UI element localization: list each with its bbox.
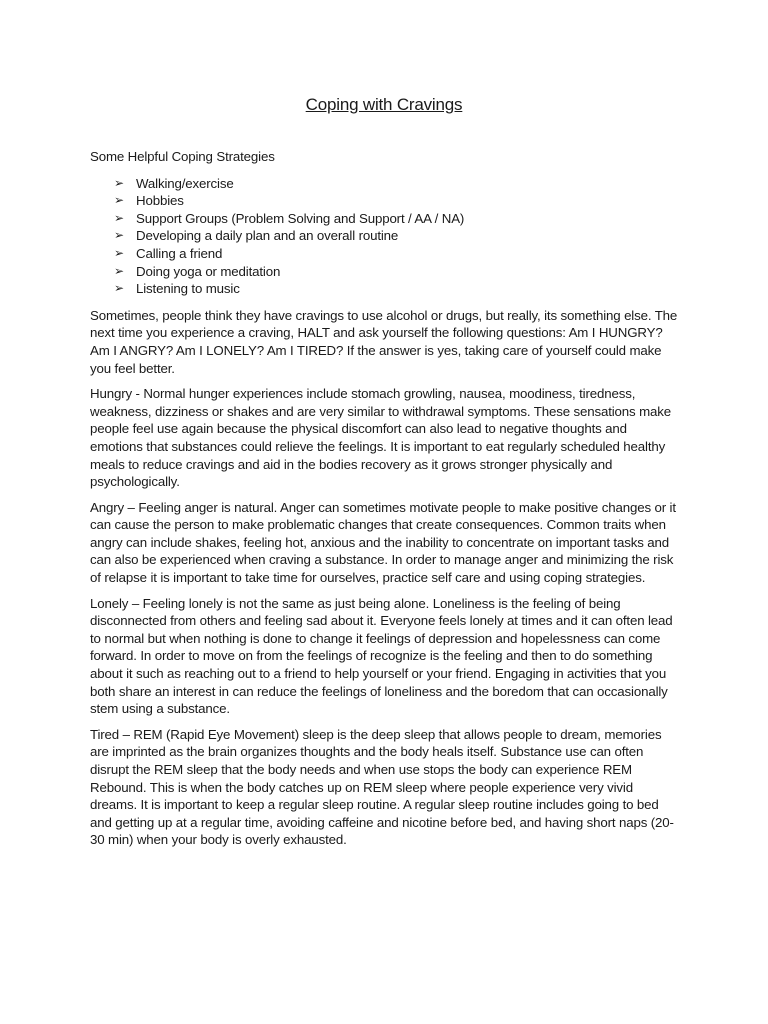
arrowhead-bullet-icon: ➢ — [114, 228, 124, 243]
strategies-list — [90, 175, 682, 298]
list-item: ➢ Walking/exercise — [114, 175, 234, 191]
arrowhead-bullet-icon: ➢ — [114, 245, 124, 260]
halt-paragraph: Sometimes, people think they have cravings to use alcohol or drugs, but really, its something else. The next time you experience a craving, HALT and ask yourself the following questions: Am I HUNGRY? Am I ANGRY? Am I LONELY? Am I TIRED? If the answer is yes, taking care of yourself could make you feel better. — [90, 307, 678, 376]
arrowhead-bullet-icon: ➢ — [114, 175, 124, 190]
arrowhead-bullet-icon: ➢ — [114, 210, 124, 225]
list-item: ➢ Listening to music — [114, 281, 240, 297]
lonely-paragraph: Lonely – Feeling lonely is not the same as just being alone. Loneliness is the feeling of being disconnected from others and feeling sad about it. Everyone feels lonely at times and it can often lead to normal but when nothing is done to change it feelings of depression and hopelessness can come forward. In order to move on from the feelings of recognize is the feeling and then to do something about it such as reaching out to a friend to help yourself or your friend. Engaging in activities that you both share an interest in can reduce the feelings of loneliness and the boredom that can occasionally stem using a substance. — [90, 595, 673, 717]
list-item: ➢ Developing a daily plan and an overall routine — [114, 228, 399, 244]
list-item: ➢ Doing yoga or meditation — [114, 263, 281, 279]
list-item: ➢ Hobbies — [114, 193, 184, 209]
angry-paragraph: Angry – Feeling anger is natural. Anger can sometimes motivate people to make positive changes or it can cause the person to make problematic changes that create consequences. Common traits when angry can include shakes, feeling hot, anxious and the inability to concentrate on important tasks and can also be experienced when craving a substance. In order to manage anger and minimizing the risk of relapse it is important to take time for ourselves, practice self care and using coping strategies. — [90, 499, 676, 586]
arrowhead-bullet-icon: ➢ — [114, 193, 124, 208]
list-item: ➢ Support Groups (Problem Solving and Support / AA / NA) — [114, 210, 465, 226]
strategies-heading: Some Helpful Coping Strategies — [90, 149, 275, 164]
document-body — [90, 148, 682, 857]
hungry-paragraph: Hungry - Normal hunger experiences include stomach growling, nausea, moodiness, tiredness, weakness, dizziness or shakes and are very similar to withdrawal symptoms. These sensations make people feel use again because the physical discomfort can also lead to negative thoughts and emotions that substances could relieve the feelings. It is important to eat regularly scheduled healthy meals to reduce cravings and aid in the bodies recovery as it grows stronger physically and psychologically. — [90, 386, 672, 490]
arrowhead-bullet-icon: ➢ — [114, 263, 124, 278]
page-title: Coping with Cravings — [305, 95, 463, 114]
arrowhead-bullet-icon: ➢ — [114, 281, 124, 296]
list-item: ➢ Calling a friend — [114, 245, 223, 261]
tired-paragraph: Tired – REM (Rapid Eye Movement) sleep is the deep sleep that allows people to dream, memories are imprinted as the brain organizes thoughts and the body heals itself. Substance use can often disrupt the REM sleep that the body needs and when use stops the body can experience REM Rebound. This is when the body catches up on REM sleep where people experience very vivid dreams. It is important to keep a regular sleep routine. A regular sleep routine includes going to bed and getting up at a regular time, avoiding caffeine and nicotine before bed, and having short naps (20-30 min) when your body is overly exhausted. — [90, 726, 674, 848]
